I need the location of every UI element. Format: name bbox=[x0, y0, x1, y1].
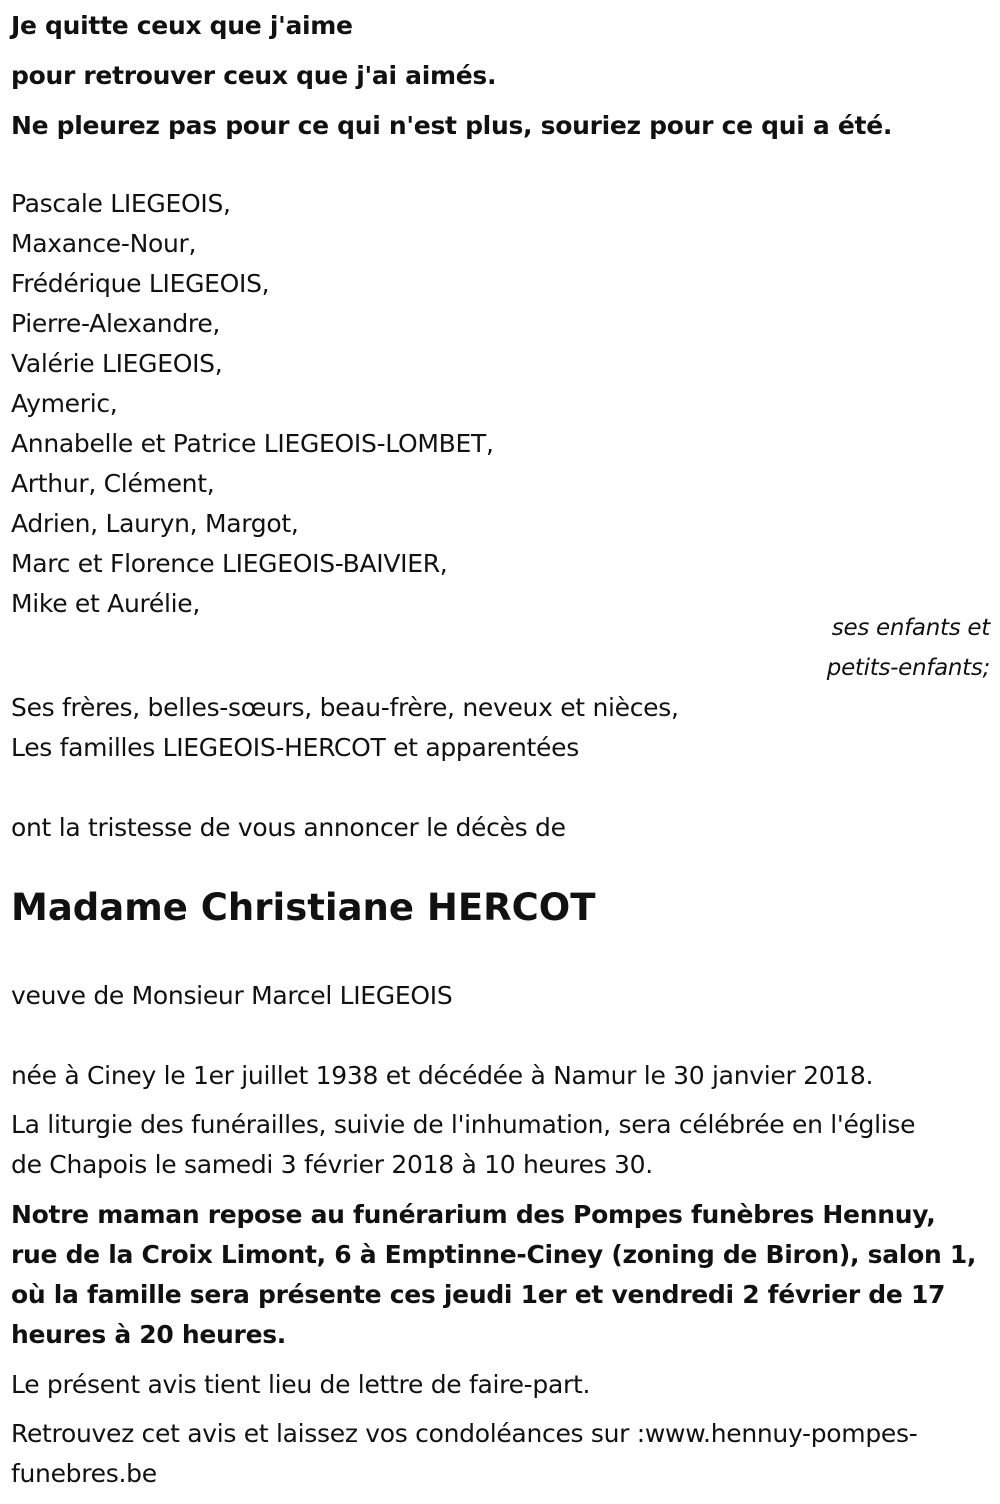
quote-line-1: Je quitte ceux que j'aime bbox=[11, 11, 353, 40]
quote-line-3: Ne pleurez pas pour ce qui n'est plus, souriez pour ce qui a été. bbox=[11, 111, 893, 140]
widow-of: veuve de Monsieur Marcel LIEGEOIS bbox=[11, 981, 453, 1010]
liturgy-line-2: de Chapois le samedi 3 février 2018 à 10 heures 30. bbox=[11, 1150, 653, 1179]
family-member: Arthur, Clément, bbox=[11, 469, 215, 498]
others-line-2: Les familles LIEGEOIS-HERCOT et apparentées bbox=[11, 733, 579, 762]
family-member: Aymeric, bbox=[11, 389, 118, 418]
condolences-line-2: funebres.be bbox=[11, 1459, 157, 1488]
liturgy-line-1: La liturgie des funérailles, suivie de l'inhumation, sera célébrée en l'église bbox=[11, 1110, 916, 1139]
funerarium-line-3: où la famille sera présente ces jeudi 1er et vendredi 2 février de 17 bbox=[11, 1280, 946, 1309]
family-member: Valérie LIEGEOIS, bbox=[11, 349, 223, 378]
announcement: ont la tristesse de vous annoncer le décès de bbox=[11, 813, 566, 842]
family-member: Mike et Aurélie, bbox=[11, 589, 201, 618]
family-member: Pierre-Alexandre, bbox=[11, 309, 221, 338]
family-member: Maxance-Nour, bbox=[11, 229, 197, 258]
deceased-name: Madame Christiane HERCOT bbox=[11, 886, 596, 929]
family-member: Marc et Florence LIEGEOIS-BAIVIER, bbox=[11, 549, 448, 578]
relation-line-2: petits-enfants; bbox=[826, 655, 990, 681]
funerarium-line-4: heures à 20 heures. bbox=[11, 1320, 287, 1349]
family-member: Frédérique LIEGEOIS, bbox=[11, 269, 270, 298]
quote-line-2: pour retrouver ceux que j'ai aimés. bbox=[11, 61, 497, 90]
relation-line-1: ses enfants et bbox=[831, 615, 990, 641]
funerarium-line-2: rue de la Croix Limont, 6 à Emptinne-Ciney (zoning de Biron), salon 1, bbox=[11, 1240, 977, 1269]
funerarium-line-1: Notre maman repose au funérarium des Pompes funèbres Hennuy, bbox=[11, 1200, 936, 1229]
family-member: Annabelle et Patrice LIEGEOIS-LOMBET, bbox=[11, 429, 494, 458]
family-member: Adrien, Lauryn, Margot, bbox=[11, 509, 299, 538]
family-member: Pascale LIEGEOIS, bbox=[11, 189, 231, 218]
birth-death: née à Ciney le 1er juillet 1938 et décédée à Namur le 30 janvier 2018. bbox=[11, 1061, 874, 1090]
others-line-1: Ses frères, belles-sœurs, beau-frère, neveux et nièces, bbox=[11, 693, 679, 722]
condolences-line-1: Retrouvez cet avis et laissez vos condoléances sur :www.hennuy-pompes- bbox=[11, 1419, 918, 1448]
notice: Le présent avis tient lieu de lettre de faire-part. bbox=[11, 1370, 591, 1399]
